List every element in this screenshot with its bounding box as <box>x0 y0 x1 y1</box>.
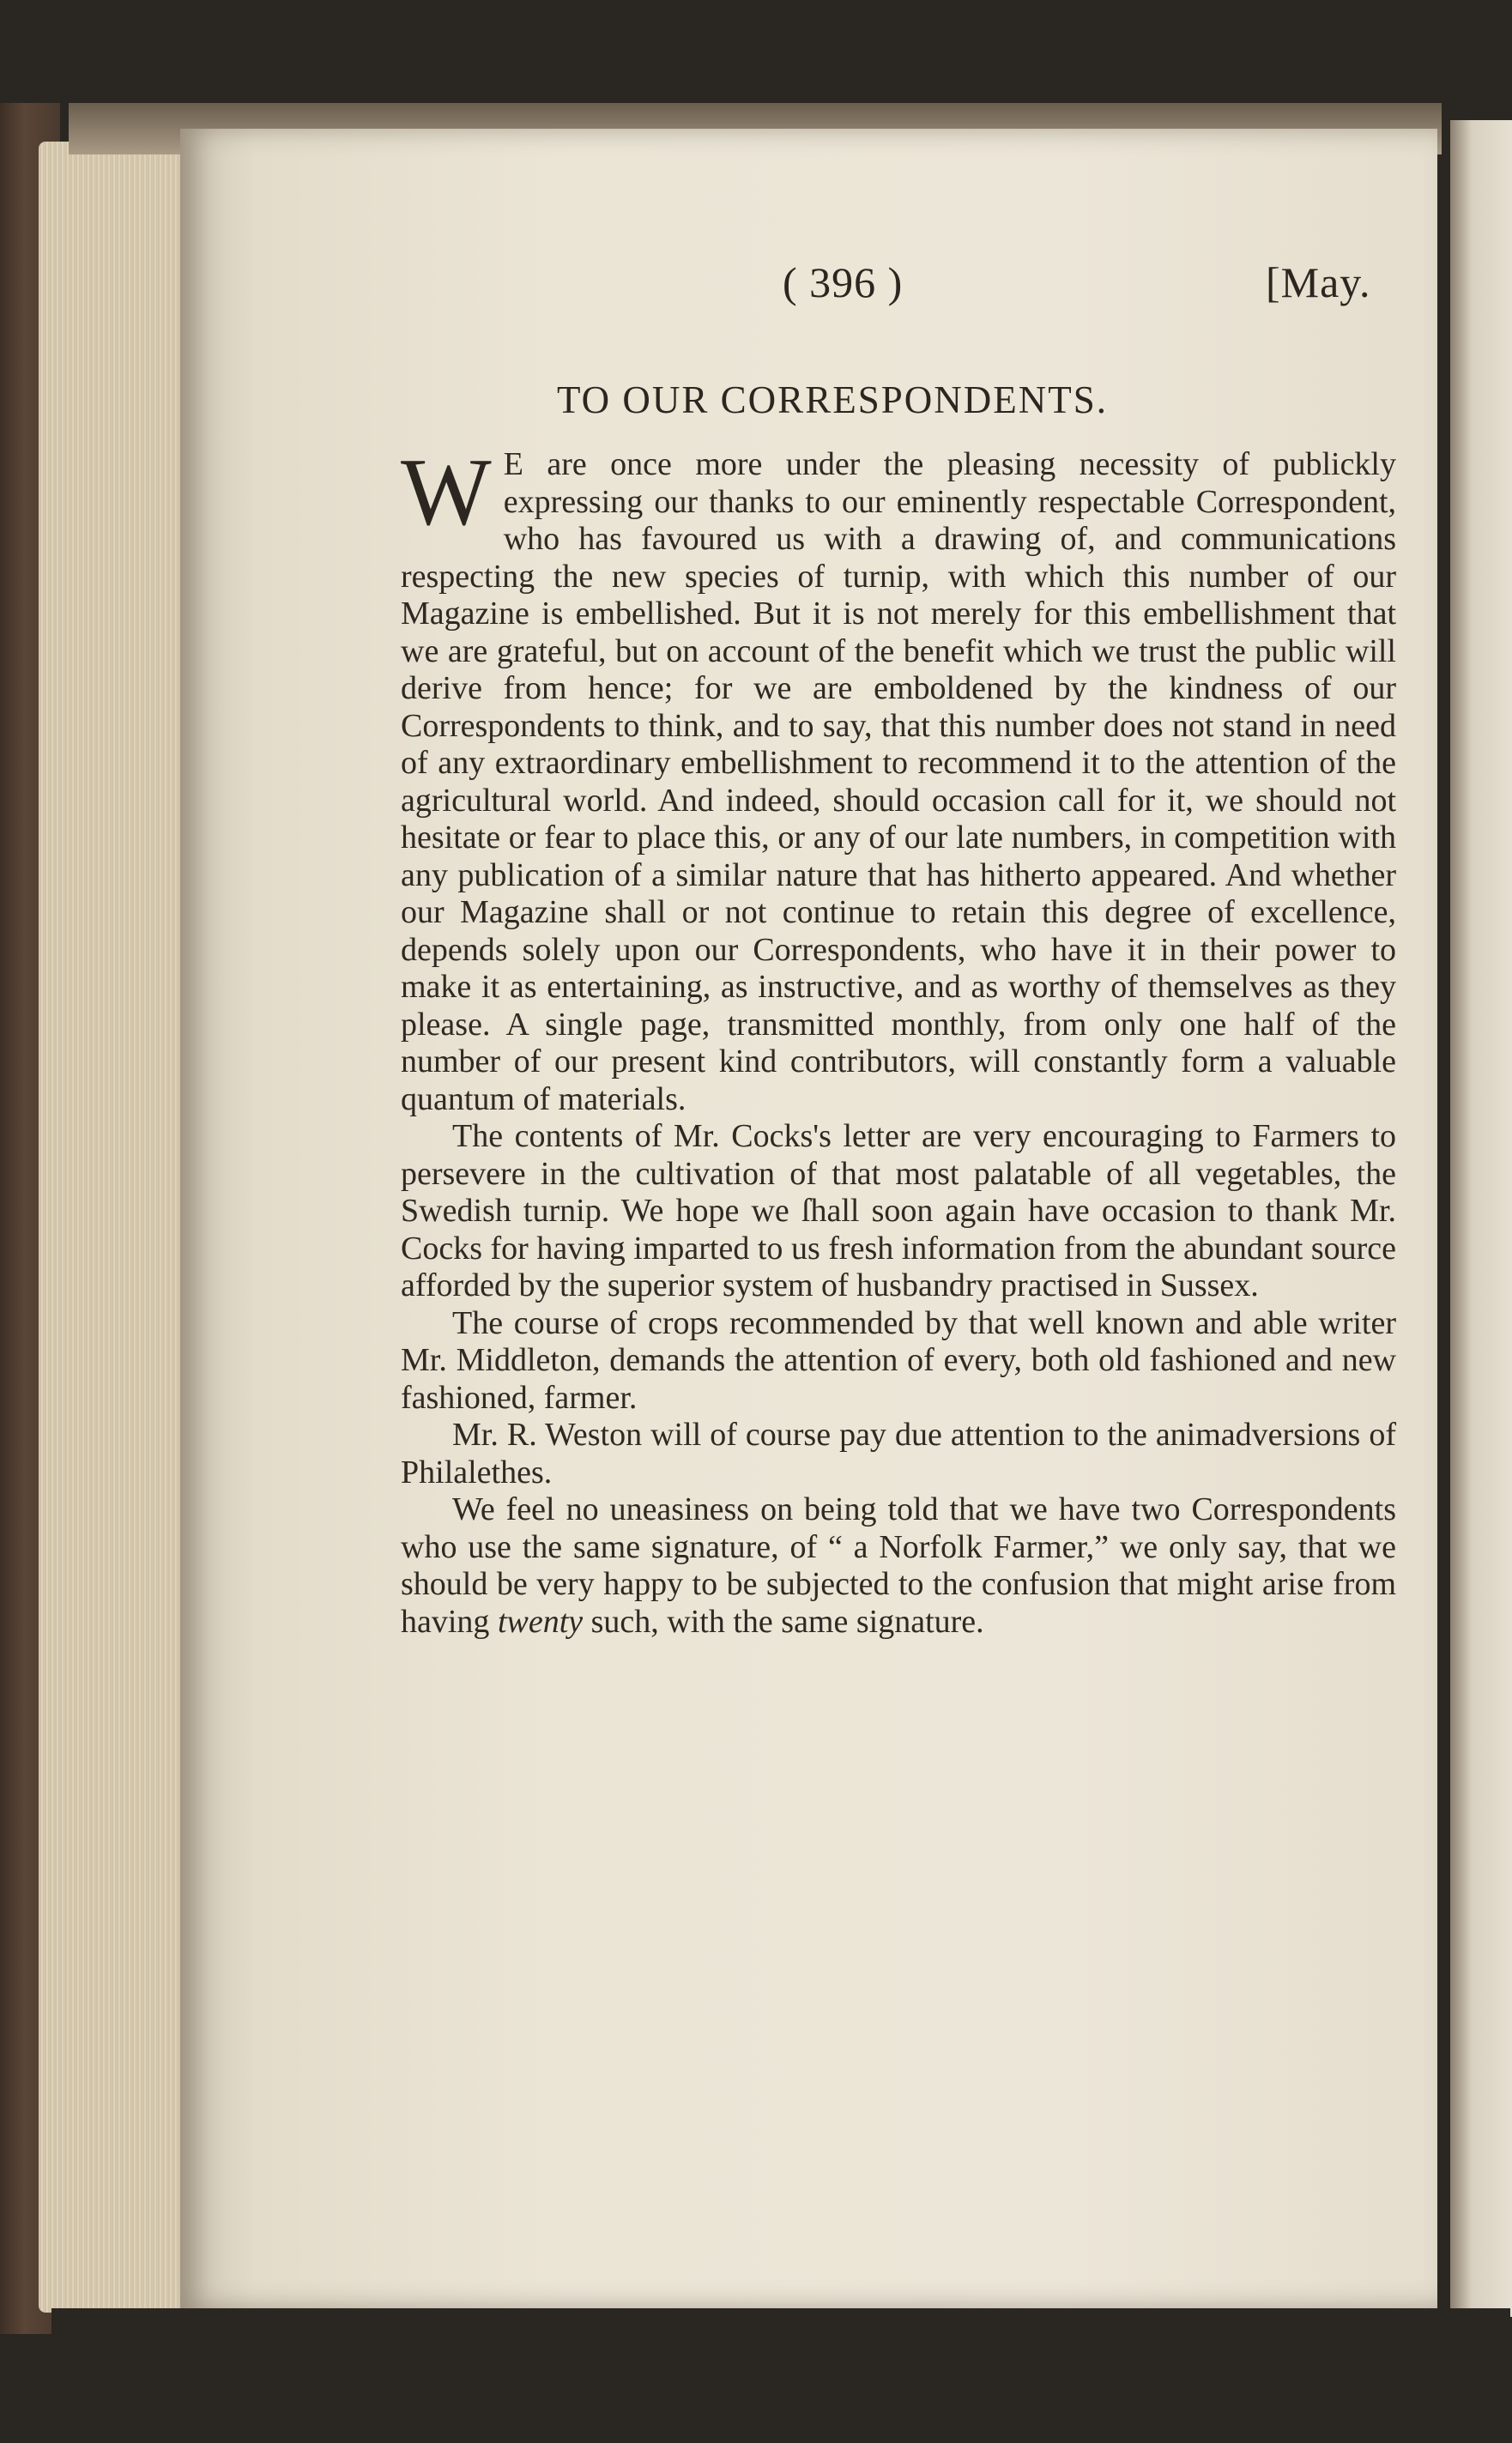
paragraph-4: Mr. R. Weston will of course pay due attention to the animadversions of Philalethes. <box>401 1417 1396 1491</box>
paragraph-1-text: E are once more under the pleasing necessity of publickly expressing our thanks to our eminently respectable Correspondent, who has favoured us with a drawing of, and communications respecting the new species of turnip, with which this number of our Magazine is embellished. But it is not merely for this embellishment that we are grateful, but on account of the benefit which we trust the public will derive from hence; for we are emboldened by the kindness of our Correspondents to think, and to say, that this number does not stand in need of any extraordinary embellishment to recommend it to the attention of the agricultural world. And indeed, should occasion call for it, we should not hesitate or fear to place this, or any of our late numbers, in competition with any publication of a similar nature that has hitherto appeared. And whether our Magazine shall or not continue to retain this degree of excellence, depends solely upon our Correspondents, who have it in their power to make it as entertaining, as instructive, and as worthy of themselves as they please. A single page, transmitted monthly, from only one half of the number of our present kind contributors, will constantly form a valuable quantum of materials. <box>401 446 1396 1117</box>
article-body <box>401 439 1396 1641</box>
paragraph-5-text-b: such, with the same signature. <box>583 1603 984 1640</box>
paragraph-1 <box>401 439 1396 1118</box>
facing-page-edge <box>1450 120 1512 2317</box>
bottom-background <box>51 2308 1510 2443</box>
paragraph-2: The contents of Mr. Cocks's letter are very encouraging to Farmers to persevere in the cultivation of that most palatable of all vegetables, the Swedish turnip. We hope we ſhall soon again have occasion to thank Mr. Cocks for having imparted to us fresh information from the abundant source afforded by the superior system of husbandry practised in Sussex. <box>401 1118 1396 1303</box>
drop-cap: W <box>401 439 492 546</box>
article-title: TO OUR CORRESPONDENTS. <box>556 378 1108 421</box>
paragraph-5-text-a: We feel no uneasiness on being told that we have two Correspondents who use the same signature, of “ a Norfolk Farmer,” we only say, that we should be very happy to be subjected to the confusion that might arise from having <box>401 1491 1396 1640</box>
page-number: ( 396 ) <box>783 258 904 306</box>
paragraph-5-italic: twenty <box>497 1603 584 1640</box>
page-edges <box>39 142 193 2313</box>
paragraph-3: The course of crops recommended by that well known and able writer Mr. Middleton, demands the attention of every, both old fashioned and new fashioned, farmer. <box>401 1304 1396 1416</box>
paragraph-5 <box>401 1491 1396 1641</box>
running-head-month: [May. <box>1266 258 1371 306</box>
